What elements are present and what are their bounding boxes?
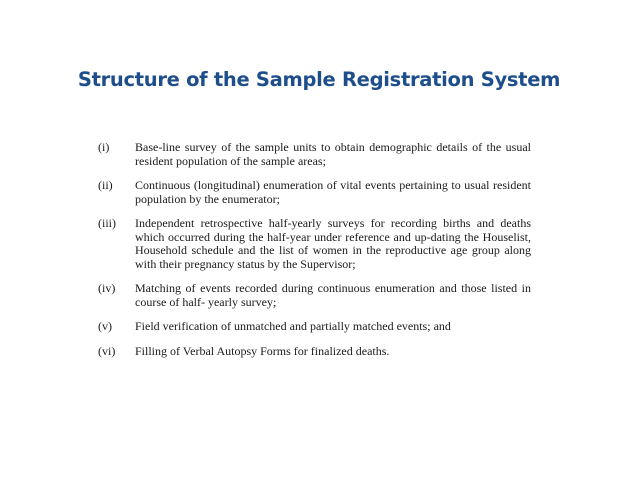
item-text: Field verification of unmatched and partially matched events; and bbox=[135, 319, 451, 333]
item-text: Filling of Verbal Autopsy Forms for finalized deaths. bbox=[135, 343, 390, 358]
list-item bbox=[98, 141, 531, 168]
list-item bbox=[98, 320, 531, 334]
item-numeral: (v) bbox=[98, 319, 112, 333]
item-numeral: (ii) bbox=[98, 178, 113, 192]
item-numeral: (iii) bbox=[98, 216, 116, 230]
slide-title: Structure of the Sample Registration System bbox=[77, 68, 561, 91]
list-item bbox=[98, 345, 531, 359]
structure-list bbox=[98, 141, 531, 369]
item-numeral: (vi) bbox=[98, 343, 116, 358]
list-item bbox=[98, 282, 531, 309]
item-text: Base-line survey of the sample units to obtain demographic details of the usual resident population of the sample areas; bbox=[135, 140, 531, 168]
list-item bbox=[98, 179, 531, 206]
list-item bbox=[98, 217, 531, 271]
item-text: Independent retrospective half-yearly surveys for recording births and deaths which occurred during the half-year under reference and up-dating the Houselist, Household schedule and the list of women in the reproductive age group along with their pregnancy status by the Supervisor; bbox=[135, 216, 531, 271]
item-text: Matching of events recorded during continuous enumeration and those listed in course of half- yearly survey; bbox=[135, 281, 531, 309]
item-numeral: (iv) bbox=[98, 281, 116, 295]
item-numeral: (i) bbox=[98, 140, 110, 154]
item-text: Continuous (longitudinal) enumeration of vital events pertaining to usual resident population by the enumerator; bbox=[135, 178, 531, 206]
